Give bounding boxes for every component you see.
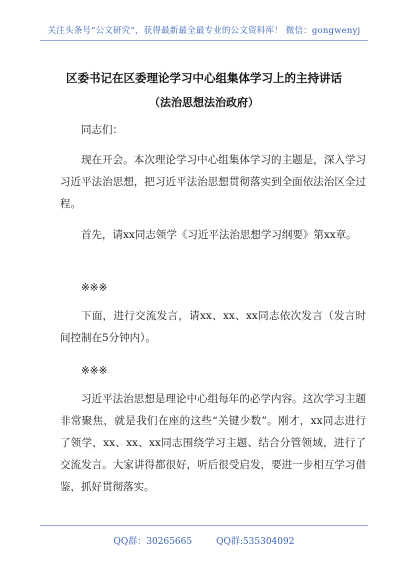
section-separator: ※※※ bbox=[81, 365, 108, 377]
footer-divider bbox=[40, 525, 368, 526]
footer-qq-group-2: QQ群:535304092 bbox=[216, 537, 295, 547]
paragraph-study-lead: 首先，请xx同志领学《习近平法治思想学习纲要》第xx章。 bbox=[81, 229, 357, 241]
header-banner: 关注头条号“公文研究”，获得最新最全最专业的公文资料库！ 微信：gongwenyj bbox=[47, 26, 361, 36]
section-separator: ※※※ bbox=[81, 282, 108, 294]
footer-qq-group-1: QQ群：30265665 bbox=[113, 537, 193, 547]
paragraph-discussion: 下面，进行交流发言，请xx、xx、xx同志依次发言（发言时间控制在5分钟内）。 bbox=[60, 310, 366, 344]
footer-contact bbox=[40, 534, 368, 547]
paragraph-opening: 现在开会。本次理论学习中心组集体学习的主题是，深入学习习近平法治思想，把习近平法治思想贯彻落实到全面依法治区全过程。 bbox=[60, 154, 366, 210]
paragraph-summary: 习近平法治思想是理论中心组每年的必学内容。这次学习主题非常聚焦，就是我们在座的这些“关键少数”。刚才，xx同志进行了领学，xx、xx、xx同志围绕学习主题、结合分管领域，进行了交流发言。大家讲得都很好，听后很受启发，要进一步相互学习借鉴，抓好贯彻落实。 bbox=[60, 393, 366, 493]
header-divider bbox=[40, 40, 368, 41]
document-subtitle: （法治思想法治政府） bbox=[149, 96, 259, 109]
salutation: 同志们： bbox=[81, 124, 123, 136]
document-title: 区委书记在区委理论学习中心组集体学习上的主持讲话 bbox=[66, 71, 342, 85]
